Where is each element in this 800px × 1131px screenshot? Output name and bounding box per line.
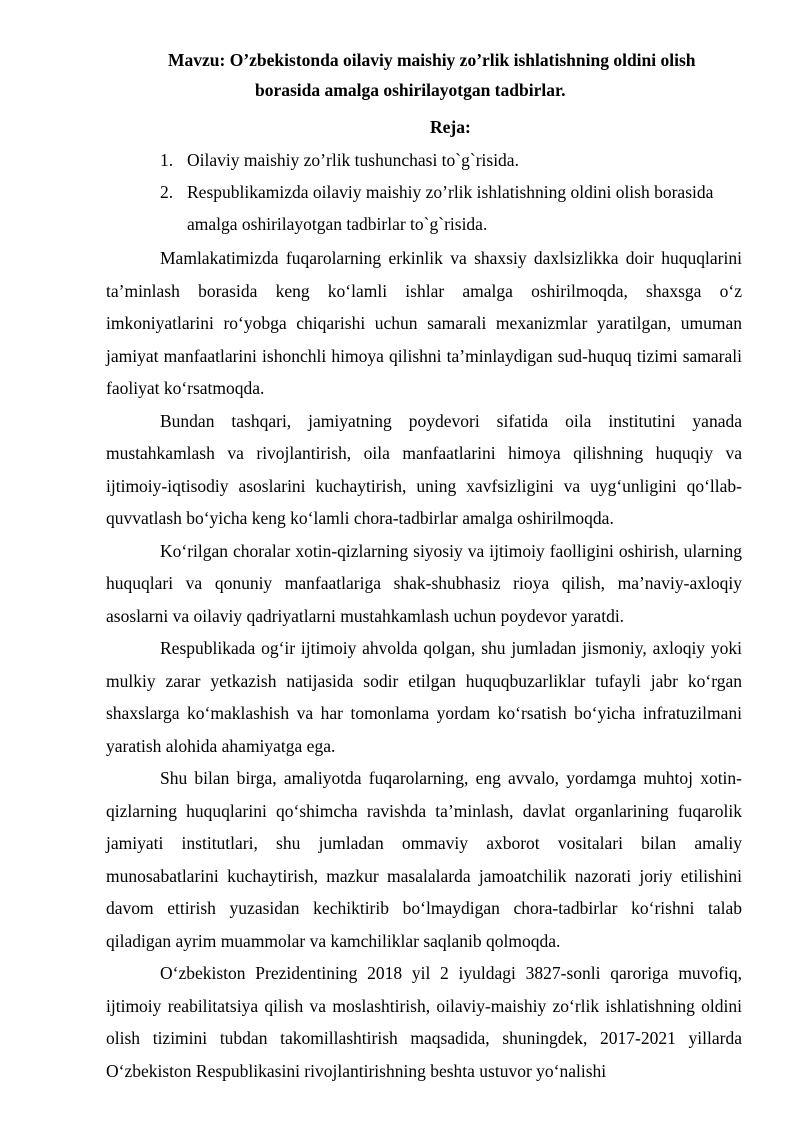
plan-item-text: Respublikamizda oilaviy maishiy zo’rlik ishlatishning oldini olish borasida amalga oshirilayotgan tadbirlar to`g`risida. xyxy=(187,182,714,234)
paragraph-3: Ko‘rilgan choralar xotin-qizlarning siyosiy va ijtimoiy faolligini oshirish, ularning huquqlari va qonuniy manfaatlariga shak-shubhasiz rioya qilish, ma’naviy-axloqiy asoslarni va oilaviy qadriyatlarni mustahkamlash uchun poydevor yaratdi. xyxy=(106,540,742,626)
document-title-line-1: Mavzu: O’zbekistonda oilaviy maishiy zo’rlik ishlatishning oldini olish xyxy=(168,50,696,70)
paragraph-5: Shu bilan birga, amaliyotda fuqarolarning, eng avvalo, yordamga muhtoj xotin-qizlarning huquqlarini qo‘shimcha ravishda ta’minlash, davlat organlarining fuqarolik jamiyati institutlari, shu jumladan ommaviy axborot vositalari bilan amaliy munosabatlarini kuchaytirish, mazkur masalalarda jamoatchilik nazorati joriy etilishini davom ettirish yuzasidan kechiktirib bo‘lmaydigan chora-tadbirlar ko‘rishni talab qiladigan ayrim muammolar va kamchiliklar saqlanib qolmoqda. xyxy=(106,768,742,951)
paragraph-1: Mamlakatimizda fuqarolarning erkinlik va shaxsiy daxlsizlikka doir huquqlarini ta’minlash borasida keng ko‘lamli ishlar amalga oshirilmoqda, shaxsga o‘z imkoniyatlarini ro‘yobga chiqarishi uchun samarali mexanizmlar yaratilgan, umuman jamiyat manfaatlarini ishonchli himoya qilishni ta’minlaydigan sud-huquq tizimi samarali faoliyat ko‘rsatmoqda. xyxy=(106,248,742,398)
document-title-line-2: borasida amalga oshirilayotgan tadbirlar. xyxy=(255,80,566,100)
paragraph-2: Bundan tashqari, jamiyatning poydevori sifatida oila institutini yanada mustahkamlash va rivojlantirish, oila manfaatlarini himoya qilishning huquqiy va ijtimoiy-iqtisodiy asoslarini kuchaytirish, uning xavfsizligini va uyg‘unligini qo‘llab-quvvatlash bo‘yicha keng ko‘lamli chora-tadbirlar amalga oshirilmoqda. xyxy=(106,410,742,528)
paragraph-6: O‘zbekiston Prezidentining 2018 yil 2 iyuldagi 3827-sonli qaroriga muvofiq, ijtimoiy reabilitatsiya qilish va moslashtirish, oilaviy-maishiy zo‘rlik ishlatishning oldini olish tizimini tubdan takomillashtirish maqsadida, shuningdek, 2017-2021 yillarda O‘zbekiston Respublikasini rivojlantirishning beshta ustuvor yo‘nalishi xyxy=(106,963,742,1081)
plan-list xyxy=(160,144,720,240)
plan-item-number: 1. xyxy=(160,150,174,170)
document-body xyxy=(106,242,742,1087)
plan-item-number: 2. xyxy=(160,182,174,202)
plan-item-text: Oilaviy maishiy zo’rlik tushunchasi to`g`risida. xyxy=(187,150,519,170)
paragraph-4: Respublikada og‘ir ijtimoiy ahvolda qolgan, shu jumladan jismoniy, axloqiy yoki mulkiy zarar yetkazish natijasida sodir etilgan huquqbuzarliklar tufayli jabr ko‘rgan shaxslarga ko‘maklashish va har tomonlama yordam ko‘rsatish bo‘yicha infratuzilmani yaratish alohida ahamiyatga ega. xyxy=(106,638,742,756)
plan-item-1 xyxy=(160,144,720,176)
plan-item-2 xyxy=(160,176,720,240)
plan-heading: Reja: xyxy=(430,117,471,137)
